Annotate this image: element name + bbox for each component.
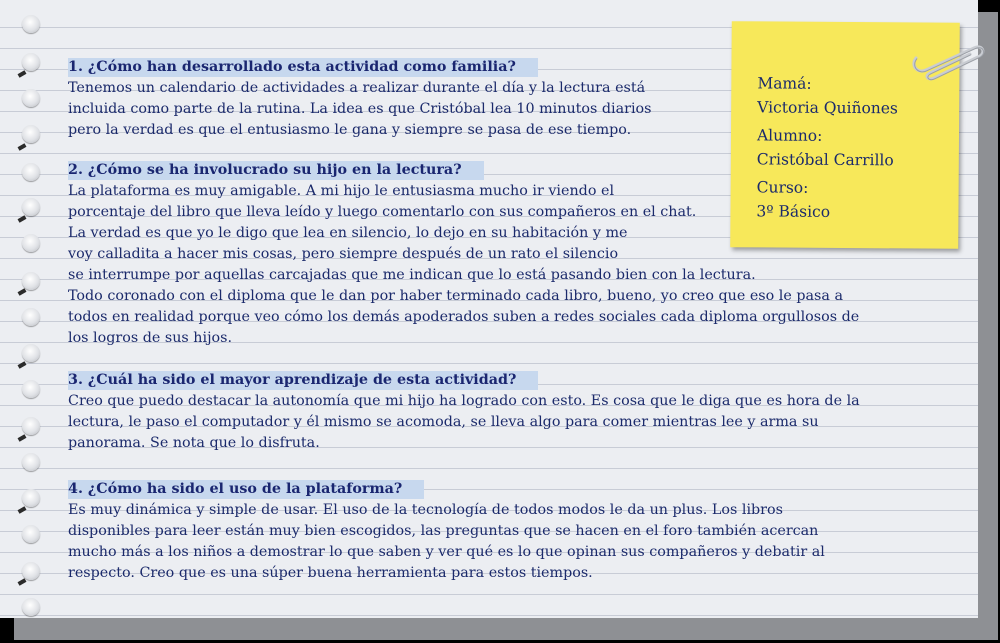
binder-hole	[22, 308, 40, 326]
answer-line: lectura, le paso el computador y él mismo se acomoda, se lleva algo para comer mientras lee y arma su	[68, 414, 819, 430]
student-label: Alumno:	[756, 126, 823, 145]
answer-line: respecto. Creo que es una súper buena herramienta para estos tiempos.	[68, 565, 593, 581]
margin-dash	[18, 434, 27, 441]
binder-hole	[22, 598, 40, 616]
binder-hole	[22, 234, 40, 252]
student-name: Cristóbal Carrillo	[756, 150, 894, 170]
answer-line: disponibles para leer están muy bien escogidos, las preguntas que se hacen en el foro también acercan	[68, 523, 819, 539]
answer-line: los logros de sus hijos.	[68, 330, 233, 346]
answer-line: Tenemos un calendario de actividades a realizar durante el día y la lectura está	[68, 80, 646, 96]
answer-line: mucho más a los niños a demostrar lo que saben y ver qué es lo que opinan sus compañeros y debatir al	[68, 544, 825, 560]
sticky-note-text	[756, 71, 898, 224]
question-heading: 1. ¿Cómo han desarrollado esta actividad como familia?	[68, 58, 538, 77]
margin-dash	[18, 288, 27, 295]
answer-line: se interrumpe por aquellas carcajadas que me indican que lo está pasando bien con la lectura.	[68, 267, 756, 283]
margin-dash	[18, 361, 27, 368]
answer-line: Creo que puedo destacar la autonomía que mi hijo ha logrado con esto. Es cosa que le diga que es hora de la	[68, 393, 860, 409]
answer-line: todos en realidad porque veo cómo los demás apoderados suben a redes sociales cada diploma orgullosos de	[68, 309, 860, 325]
binder-hole	[22, 198, 40, 216]
margin-dash	[18, 70, 27, 77]
binder-hole	[22, 489, 40, 507]
binder-hole	[22, 163, 40, 181]
binder-hole	[22, 562, 40, 580]
answer-line: pero la verdad es que el entusiasmo le gana y siempre se pasa de ese tiempo.	[68, 122, 632, 138]
question-3	[68, 370, 948, 454]
binder-hole	[22, 344, 40, 362]
answer-line: incluida como parte de la rutina. La idea es que Cristóbal lea 10 minutos diarios	[68, 101, 652, 117]
margin-dash	[18, 143, 27, 150]
margin-dash	[18, 215, 27, 222]
course-label: Curso:	[756, 178, 809, 197]
answer-line: La plataforma es muy amigable. A mi hijo le entusiasma mucho ir viendo el	[68, 183, 615, 199]
binder-hole	[22, 417, 40, 435]
binder-hole	[22, 453, 40, 471]
answer-line: panorama. Se nota que lo disfruta.	[68, 435, 320, 451]
course-value: 3º Básico	[756, 202, 831, 221]
question-heading: 3. ¿Cuál ha sido el mayor aprendizaje de esta actividad?	[68, 371, 538, 390]
answer-line: voy calladita a hacer mis cosas, pero siempre después de un rato el silencio	[68, 246, 619, 262]
margin-dash	[18, 578, 27, 585]
question-4	[68, 479, 948, 584]
binder-hole	[22, 525, 40, 543]
binder-hole	[22, 125, 40, 143]
paperclip-icon	[908, 40, 988, 100]
question-heading: 2. ¿Cómo se ha involucrado su hijo en la lectura?	[68, 161, 484, 180]
answer-line: porcentaje del libro que lleva leído y luego comentarlo con sus compañeros en el chat.	[68, 204, 697, 220]
answer-line: Es muy dinámica y simple de usar. El uso de la tecnología de todos modos le da un plus. Los libros	[68, 502, 783, 518]
margin-dash	[18, 506, 27, 513]
answer-line: La verdad es que yo le digo que lea en silencio, lo dejo en su habitación y me	[68, 225, 628, 241]
binder-hole	[22, 15, 40, 33]
question-heading: 4. ¿Cómo ha sido el uso de la plataforma?	[68, 480, 424, 499]
binder-hole	[22, 53, 40, 71]
mom-label: Mamá:	[757, 74, 812, 93]
mom-name: Victoria Quiñones	[757, 98, 898, 118]
binder-hole	[22, 89, 40, 107]
answer-line: Todo coronado con el diploma que le dan por haber terminado cada libro, bueno, yo creo que eso le pasa a	[68, 288, 843, 304]
binder-hole	[22, 380, 40, 398]
binder-hole	[22, 272, 40, 290]
